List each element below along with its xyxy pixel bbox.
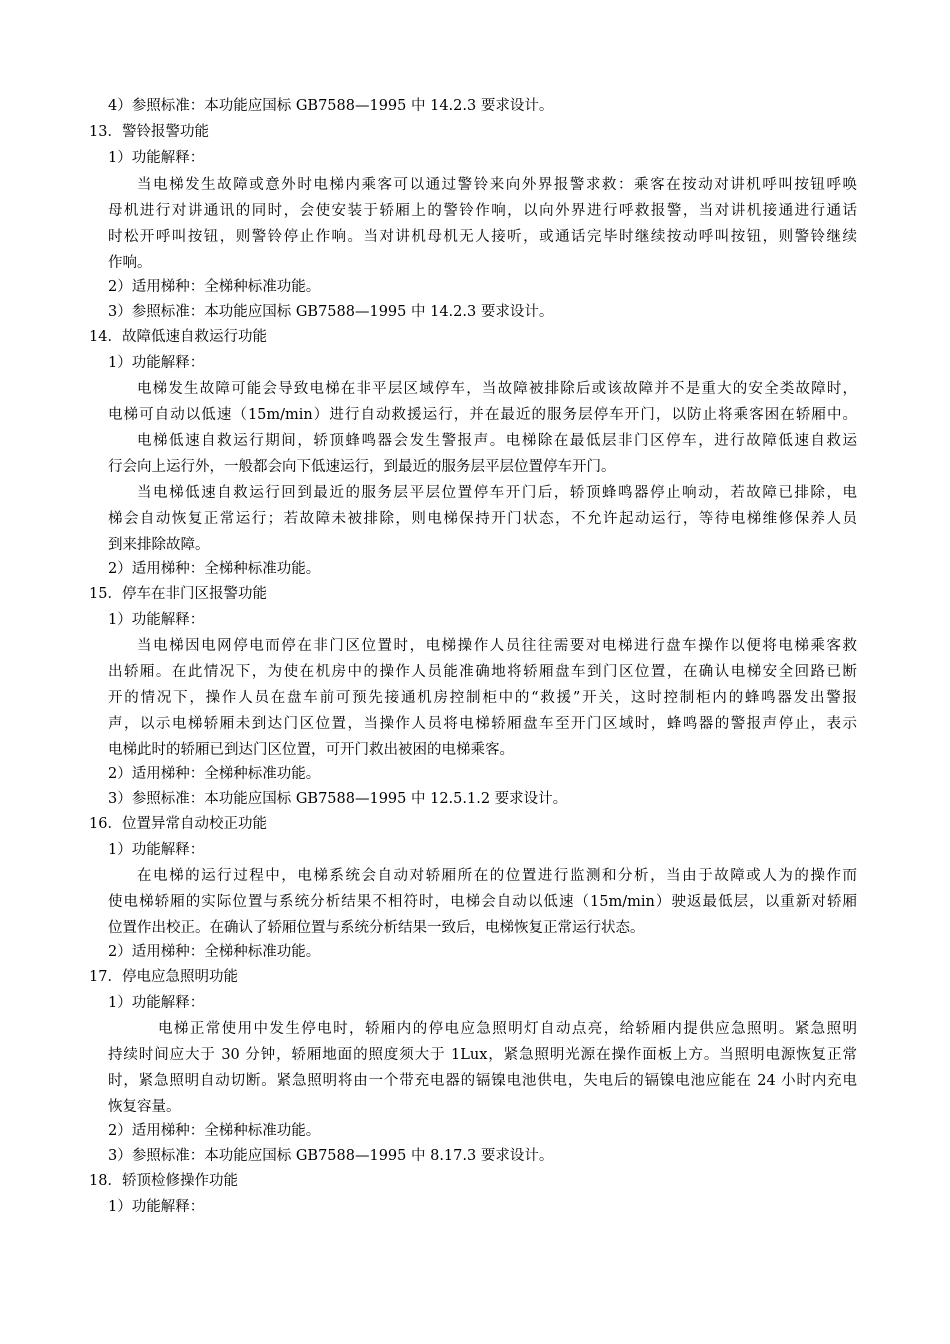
subheading: 1）功能解释： — [108, 612, 205, 628]
paragraph-line: 行会向上运行外，一般都会向下低速运行，到最近的服务层平层位置停车开门。 — [108, 459, 616, 475]
paragraph-line: 当电梯因电网停电而停在非门区位置时，电梯操作人员往往需要对电梯进行盘车操作以便将电梯乘客救 — [137, 638, 857, 654]
ref-standard-line: 3）参照标准：本功能应国标 GB7588—1995 中 8.17.3 要求设计。 — [108, 1148, 554, 1164]
paragraph-line: 电梯可自动以低速（15m/min）进行自动救援运行，并在最近的服务层停车开门，以防止将乘客困在轿厢中。 — [108, 407, 857, 423]
applicable-line: 2）适用梯种：全梯种标准功能。 — [108, 1123, 321, 1139]
paragraph-line: 电梯此时的轿厢已到达门区位置，可开门救出被困的电梯乘客。 — [108, 742, 514, 758]
section-heading: 16．位置异常自动校正功能 — [89, 816, 267, 832]
section-heading: 18．轿顶检修操作功能 — [89, 1173, 238, 1189]
section-heading: 17．停电应急照明功能 — [89, 969, 238, 985]
subheading: 1）功能解释： — [108, 842, 205, 858]
subheading: 1）功能解释： — [108, 355, 205, 371]
paragraph-line: 出轿厢。在此情况下，为使在机房中的操作人员能准确地将轿厢盘车到门区位置，在确认电梯安全回路已断 — [108, 664, 857, 680]
ref-standard-line: 4）参照标准：本功能应国标 GB7588—1995 中 14.2.3 要求设计。 — [108, 98, 554, 114]
paragraph-line: 当电梯发生故障或意外时电梯内乘客可以通过警铃来向外界报警求救：乘客在按动对讲机呼叫按钮呼唤 — [137, 177, 857, 193]
paragraph-line: 电梯正常使用中发生停电时，轿厢内的停电应急照明灯自动点亮，给轿厢内提供应急照明。紧急照明 — [158, 1021, 857, 1037]
section-heading: 13．警铃报警功能 — [89, 124, 209, 140]
section-heading: 15．停车在非门区报警功能 — [89, 586, 267, 602]
paragraph-line: 时松开呼叫按钮，则警铃停止作响。当对讲机母机无人接听，或通话完毕时继续按动呼叫按钮，则警铃继续 — [108, 229, 857, 245]
paragraph-line: 梯会自动恢复正常运行；若故障未被排除，则电梯保持开门状态，不允许起动运行，等待电梯维修保养人员 — [108, 511, 857, 527]
paragraph-line: 到来排除故障。 — [108, 537, 210, 553]
ref-standard-line: 3）参照标准：本功能应国标 GB7588—1995 中 14.2.3 要求设计。 — [108, 304, 554, 320]
subheading: 1）功能解释： — [108, 150, 205, 166]
section-heading: 14．故障低速自救运行功能 — [89, 329, 267, 345]
applicable-line: 2）适用梯种：全梯种标准功能。 — [108, 944, 321, 960]
paragraph-line: 位置作出校正。在确认了轿厢位置与系统分析结果一致后，电梯恢复正常运行状态。 — [108, 920, 645, 936]
paragraph-line: 当电梯低速自救运行回到最近的服务层平层位置停车开门后，轿顶蜂鸣器停止响动，若故障已排除，电 — [137, 485, 857, 501]
paragraph-line: 开的情况下，操作人员在盘车前可预先接通机房控制柜中的“救援”开关，这时控制柜内的蜂鸣器发出警报 — [108, 690, 857, 706]
paragraph-line: 恢复容量。 — [108, 1099, 181, 1115]
subheading: 1）功能解释： — [108, 1199, 205, 1215]
paragraph-line: 作响。 — [108, 255, 152, 271]
applicable-line: 2）适用梯种：全梯种标准功能。 — [108, 766, 321, 782]
applicable-line: 2）适用梯种：全梯种标准功能。 — [108, 279, 321, 295]
subheading: 1）功能解释： — [108, 995, 205, 1011]
paragraph-line: 电梯发生故障可能会导致电梯在非平层区域停车，当故障被排除后或该故障并不是重大的安全类故障时， — [137, 381, 857, 397]
paragraph-line: 持续时间应大于 30 分钟，轿厢地面的照度须大于 1Lux，紧急照明光源在操作面板上方。当照明电源恢复正常 — [108, 1047, 857, 1063]
paragraph-line: 时，紧急照明自动切断。紧急照明将由一个带充电器的镉镍电池供电，失电后的镉镍电池应能在 24 小时内充电 — [108, 1073, 857, 1089]
applicable-line: 2）适用梯种：全梯种标准功能。 — [108, 561, 321, 577]
paragraph-line: 电梯低速自救运行期间，轿顶蜂鸣器会发生警报声。电梯除在最低层非门区停车，进行故障低速自救运 — [137, 433, 857, 449]
paragraph-line: 在电梯的运行过程中，电梯系统会自动对轿厢所在的位置进行监测和分析，当由于故障或人为的操作而 — [137, 868, 857, 884]
paragraph-line: 母机进行对讲通讯的同时，会使安装于轿厢上的警铃作响，以向外界进行呼救报警，当对讲机接通进行通话 — [108, 203, 857, 219]
paragraph-line: 使电梯轿厢的实际位置与系统分析结果不相符时，电梯会自动以低速（15m/min）驶返最低层，以重新对轿厢 — [108, 894, 857, 910]
ref-standard-line: 3）参照标准：本功能应国标 GB7588—1995 中 12.5.1.2 要求设计。 — [108, 791, 568, 807]
paragraph-line: 声，以示电梯轿厢未到达门区位置，当操作人员将电梯轿厢盘车至开门区域时，蜂鸣器的警报声停止，表示 — [108, 716, 857, 732]
